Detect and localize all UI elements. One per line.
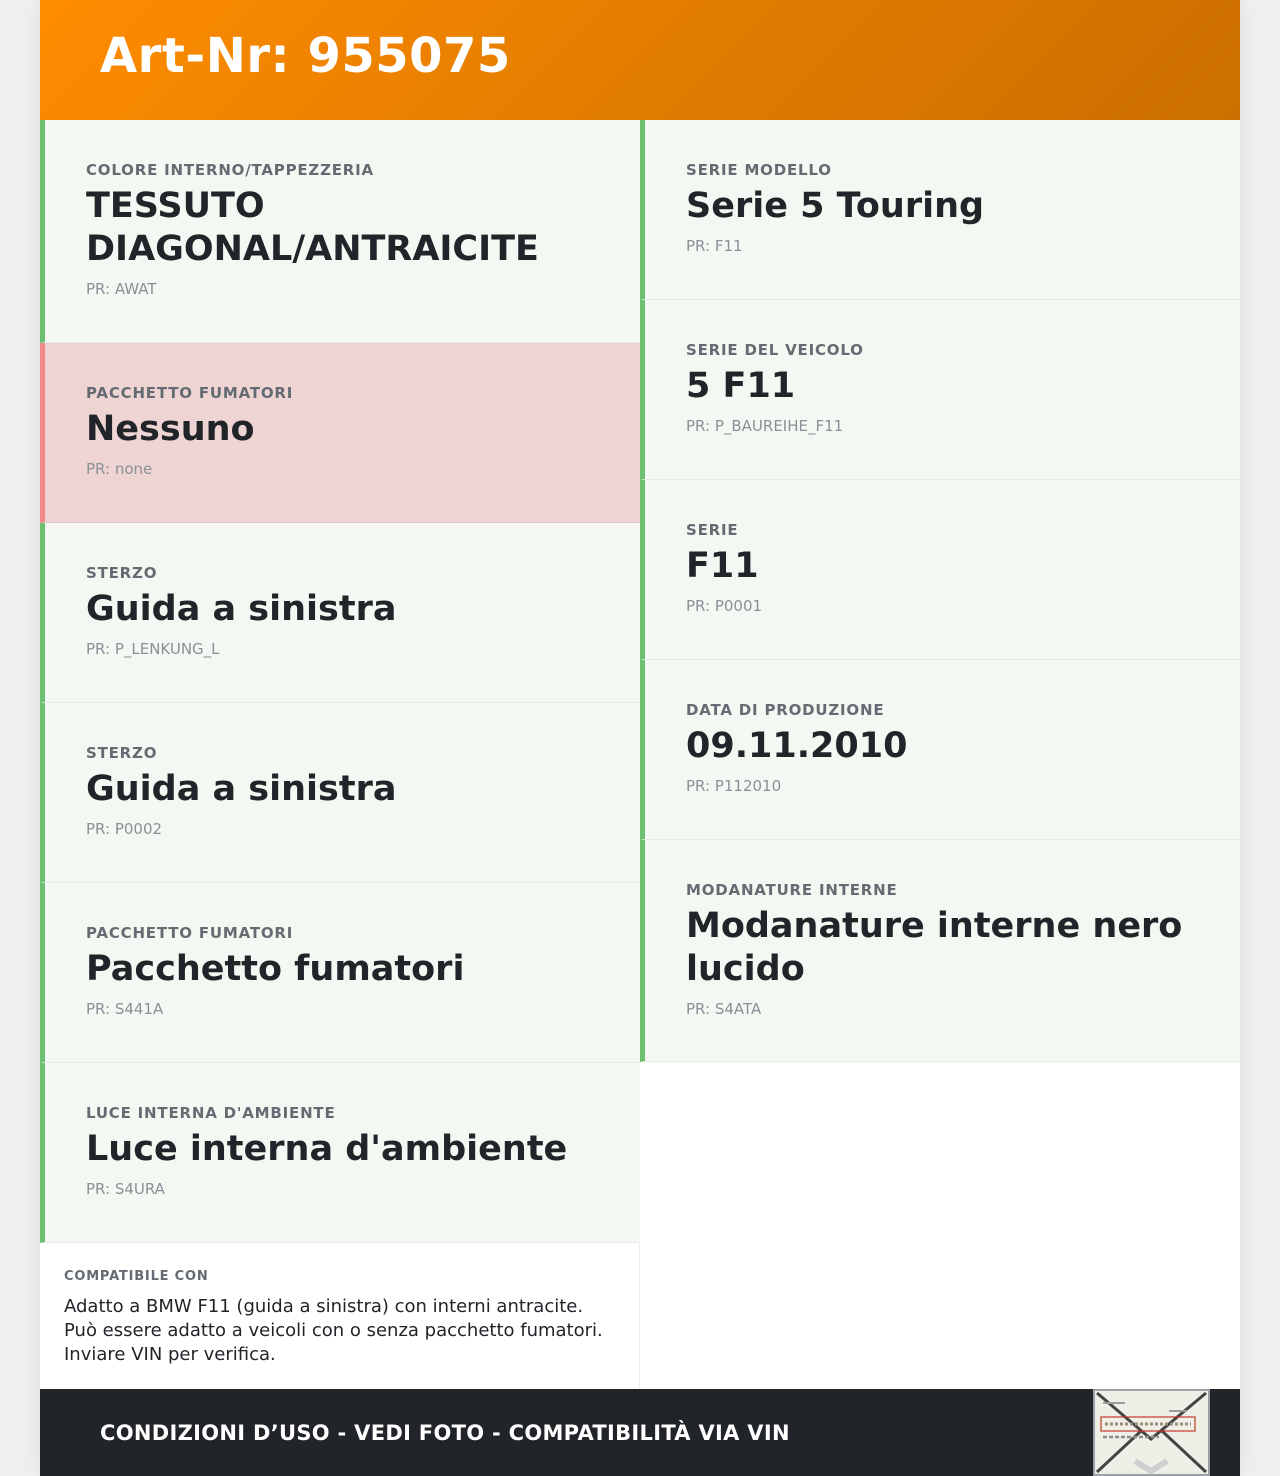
- right-column: [640, 120, 1240, 1062]
- spec-pr-code: PR: P_LENKUNG_L: [86, 640, 220, 658]
- article-number-title: Art-Nr: 955075: [100, 28, 511, 84]
- compatibility-label: COMPATIBILE CON: [64, 1269, 209, 1284]
- spec-label: SERIE MODELLO: [686, 161, 832, 179]
- spec-card-upholstery: [40, 120, 640, 343]
- spec-value: F11: [686, 546, 759, 586]
- left-column: [40, 120, 640, 1243]
- spec-card-smoker-package-missing: [40, 343, 640, 523]
- spec-card-series: [640, 480, 1240, 660]
- spec-pr-code: PR: P_BAUREIHE_F11: [686, 417, 844, 435]
- spec-pr-code: PR: P0001: [686, 597, 763, 615]
- spec-card-steering-code: [40, 703, 640, 883]
- spec-card-smoker-package: [40, 883, 640, 1063]
- spec-card-vehicle-series: [640, 300, 1240, 480]
- footer-bar: [40, 1389, 1240, 1476]
- spec-label: SERIE DEL VEICOLO: [686, 341, 864, 359]
- spec-pr-code: PR: AWAT: [86, 280, 157, 298]
- spec-value: 5 F11: [686, 366, 796, 406]
- spec-value: Serie 5 Touring: [686, 186, 985, 226]
- spec-value: Modanature interne nero lucido: [686, 906, 1183, 989]
- page: [40, 0, 1240, 1476]
- label-photo-thumbnail-icon[interactable]: [1093, 1389, 1210, 1476]
- spec-label: SERIE: [686, 521, 739, 539]
- spec-pr-code: PR: F11: [686, 237, 743, 255]
- spec-label: STERZO: [86, 564, 158, 582]
- spec-pr-code: PR: S441A: [86, 1000, 164, 1018]
- envelope-icon: [1095, 1391, 1208, 1474]
- spec-card-model-series: [640, 120, 1240, 300]
- spec-label: PACCHETTO FUMATORI: [86, 384, 294, 402]
- spec-value: 09.11.2010: [686, 726, 908, 766]
- spec-card-production-date: [640, 660, 1240, 840]
- spec-value: Guida a sinistra: [86, 589, 397, 629]
- spec-value: Guida a sinistra: [86, 769, 397, 809]
- spec-pr-code: PR: none: [86, 460, 153, 478]
- spec-label: PACCHETTO FUMATORI: [86, 924, 294, 942]
- spec-value: Luce interna d'ambiente: [86, 1129, 568, 1169]
- spec-pr-code: PR: S4ATA: [686, 1000, 762, 1018]
- spec-card-interior-trim: [640, 840, 1240, 1062]
- spec-value: Pacchetto fumatori: [86, 949, 465, 989]
- compatibility-text: Adatto a BMW F11 (guida a sinistra) con interni antracite. Può essere adatto a veicoli con o senza pacchetto fumatori. Inviare VIN per verifica.: [64, 1296, 603, 1365]
- compatibility-box: [40, 1243, 640, 1389]
- spec-label: DATA DI PRODUZIONE: [686, 701, 885, 719]
- footer-conditions-text: CONDIZIONI D’USO - VEDI FOTO - COMPATIBILITÀ VIA VIN: [100, 1421, 790, 1445]
- spec-pr-code: PR: S4URA: [86, 1180, 165, 1198]
- spec-card-ambient-light: [40, 1063, 640, 1243]
- spec-label: COLORE INTERNO/TAPPEZZERIA: [86, 161, 374, 179]
- spec-pr-code: PR: P112010: [686, 777, 782, 795]
- spec-pr-code: PR: P0002: [86, 820, 163, 838]
- spec-label: STERZO: [86, 744, 158, 762]
- spec-card-steering: [40, 523, 640, 703]
- spec-value: TESSUTO DIAGONAL/ANTRAICITE: [86, 186, 539, 269]
- header-banner: [40, 0, 1240, 120]
- spec-label: LUCE INTERNA D'AMBIENTE: [86, 1104, 336, 1122]
- spec-label: MODANATURE INTERNE: [686, 881, 898, 899]
- spec-value: Nessuno: [86, 409, 255, 449]
